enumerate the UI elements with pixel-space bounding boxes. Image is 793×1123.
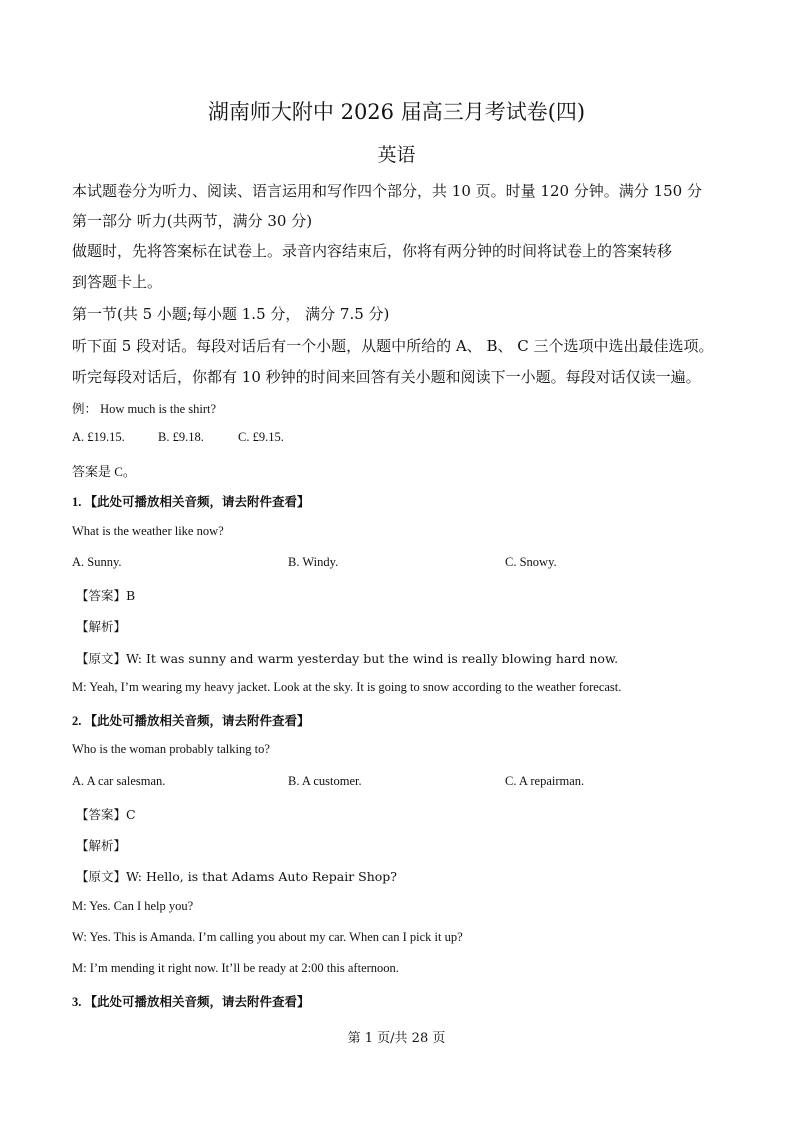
- option-a: A. A car salesman.: [72, 774, 166, 788]
- answer-label: 【答案】B: [76, 588, 136, 603]
- transcript-line: 【原文】W: It was sunny and warm yesterday but the wind is really blowing hard now.: [76, 651, 619, 666]
- exam-title: 湖南师大附中 2026 届高三月考试卷(四): [207, 100, 586, 124]
- part-heading: 第一部分 听力(共两节，满分 30 分): [72, 212, 313, 230]
- section-heading: 第一节(共 5 小题;每小题 1.5 分， 满分 7.5 分): [72, 305, 390, 323]
- example-option: C. £9.15.: [238, 430, 284, 444]
- question-header: 1. 【此处可播放相关音频，请去附件查看】: [72, 495, 310, 509]
- option-a: A. Sunny.: [72, 555, 122, 569]
- question-text: Who is the woman probably talking to?: [72, 742, 270, 756]
- question-header: 3. 【此处可播放相关音频，请去附件查看】: [72, 995, 310, 1009]
- instruction-line: 做题时，先将答案标在试卷上。录音内容结束后，你将有两分钟的时间将试卷上的答案转移: [72, 242, 673, 260]
- page-number: 第 1 页/共 28 页: [347, 1031, 446, 1046]
- subject-title: 英语: [377, 144, 416, 166]
- listening-instruction: 听完每段对话后，你都有 10 秒钟的时间来回答有关小题和阅读下一小题。每段对话仅读一遍。: [72, 368, 701, 386]
- option-c: C. Snowy.: [505, 555, 557, 569]
- listening-instruction: 听下面 5 段对话。每段对话后有一个小题，从题中所给的 A、 B、 C 三个选项中选出最佳选项。: [72, 337, 714, 355]
- transcript-line: W: Yes. This is Amanda. I’m calling you about my car. When can I pick it up?: [72, 930, 463, 944]
- question-text: What is the weather like now?: [72, 524, 224, 538]
- instruction-line: 到答题卡上。: [72, 273, 163, 291]
- answer-label: 【答案】C: [76, 807, 136, 822]
- intro-line: 本试题卷分为听力、阅读、语言运用和写作四个部分，共 10 页。时量 120 分钟。满分 150 分: [72, 182, 702, 200]
- transcript-line: M: I’m mending it right now. It’ll be ready at 2:00 this afternoon.: [72, 961, 399, 975]
- analysis-label: 【解析】: [76, 619, 127, 634]
- example-option: B. £9.18.: [158, 430, 204, 444]
- option-b: B. Windy.: [288, 555, 339, 569]
- analysis-label: 【解析】: [76, 838, 127, 853]
- question-header: 2. 【此处可播放相关音频，请去附件查看】: [72, 714, 310, 728]
- option-c: C. A repairman.: [505, 774, 585, 788]
- transcript-line: 【原文】W: Hello, is that Adams Auto Repair Shop?: [76, 869, 397, 884]
- example-option: A. £19.15.: [72, 430, 125, 444]
- example-question: 例： How much is the shirt?: [72, 402, 217, 416]
- transcript-line: M: Yeah, I’m wearing my heavy jacket. Look at the sky. It is going to snow according to the weather forecast.: [72, 680, 622, 694]
- option-b: B. A customer.: [288, 774, 362, 788]
- transcript-line: M: Yes. Can I help you?: [72, 899, 194, 913]
- example-answer: 答案是 C。: [72, 464, 136, 479]
